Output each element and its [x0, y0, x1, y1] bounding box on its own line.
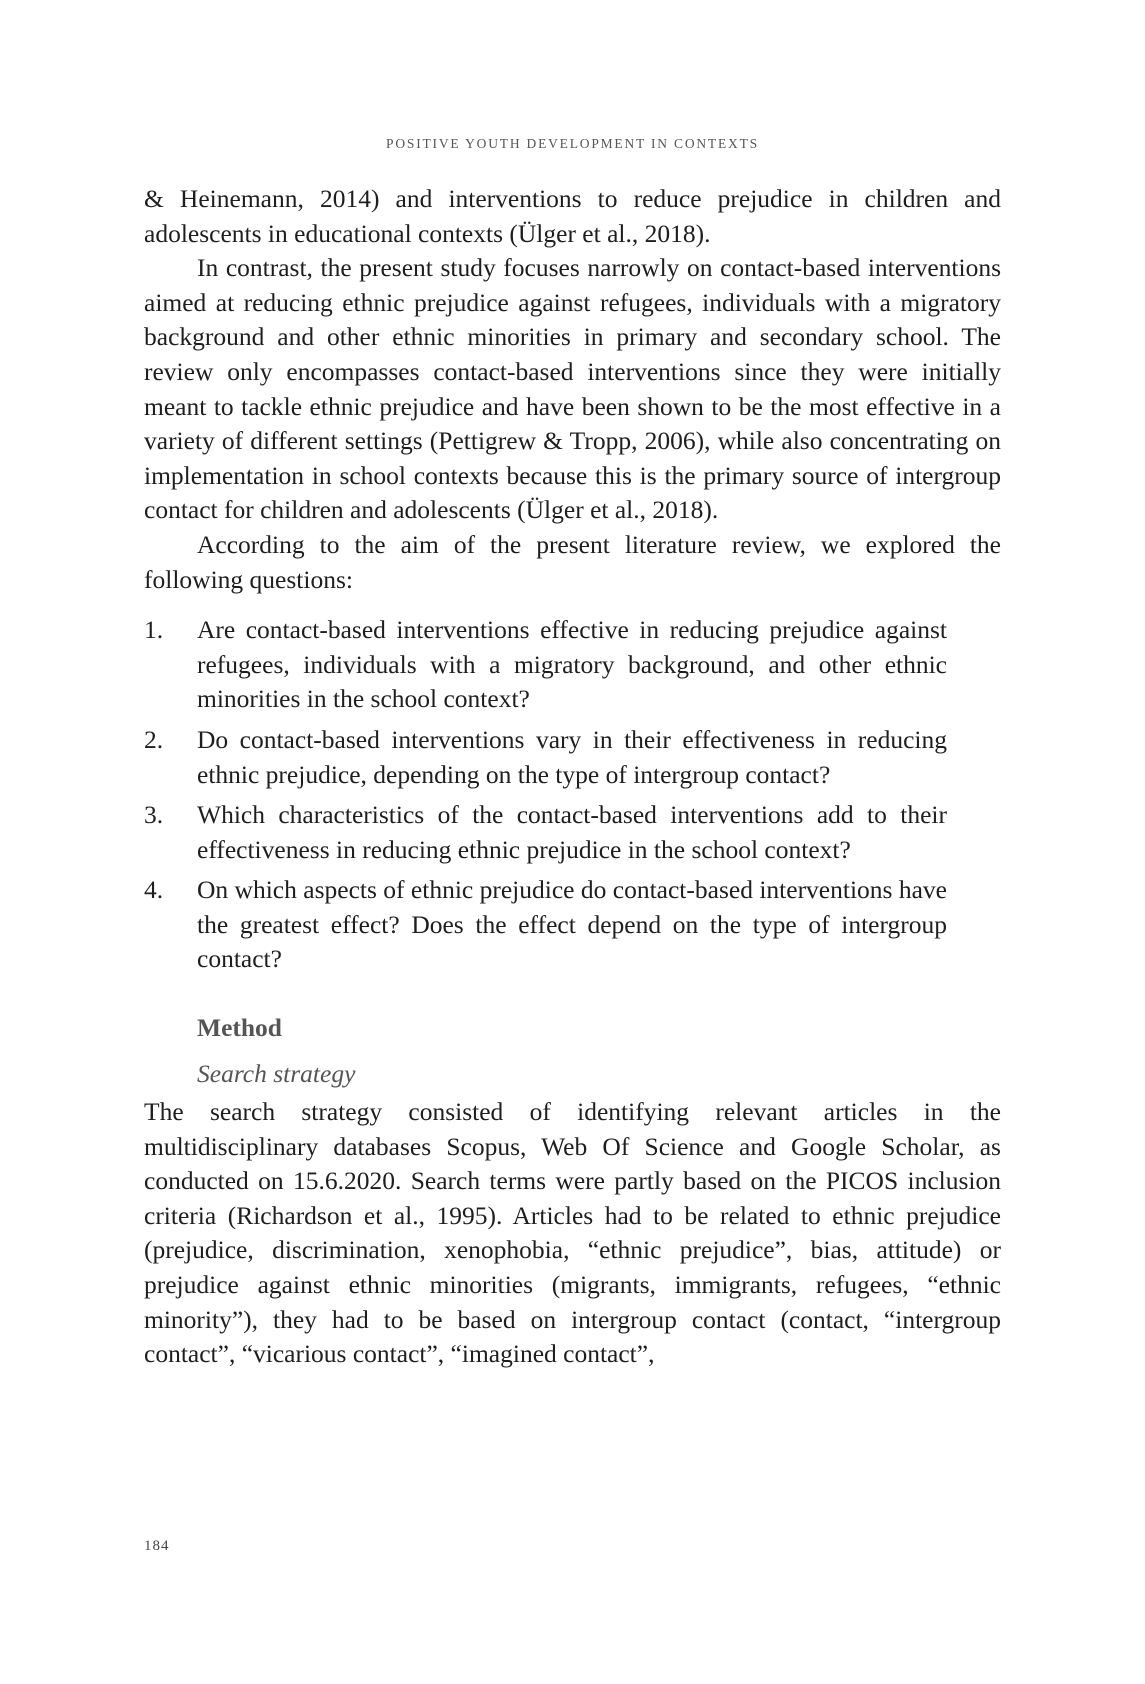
- question-text: Are contact-based interventions effective in reducing prejudice against refugees, individuals with a migratory background, and other ethnic minorities in the school context?: [197, 615, 947, 714]
- research-question-1: [144, 613, 1001, 717]
- question-text: On which aspects of ethnic prejudice do contact-based interventions have the greatest effect? Does the effect depend on the type of intergroup contact?: [197, 875, 947, 974]
- research-question-3: [144, 798, 1001, 867]
- research-question-4: [144, 873, 1001, 977]
- paragraph-4: The search strategy consisted of identifying relevant articles in the multidisciplinary databases Scopus, Web Of Science and Google Scholar, as conducted on 15.6.2020. Search terms were partly based on the PICOS inclusion criteria (Richardson et al., 1995). Articles had to be related to ethnic prejudice (prejudice, discrimination, xenophobia, “ethnic prejudice”, bias, attitude) or prejudice against ethnic minorities (migrants, immigrants, refugees, “ethnic minority”), they had to be based on intergroup contact (contact, “intergroup contact”, “vicarious contact”, “imagined contact”,: [144, 1097, 1001, 1369]
- research-question-2: [144, 723, 1001, 792]
- question-number: 3.: [144, 800, 164, 830]
- paragraph-2: In contrast, the present study focuses narrowly on contact-based interventions aimed at reducing ethnic prejudice against refugees, individuals with a migratory background and other ethnic minorities in primary and secondary school. The review only encompasses contact-based interventions since they were initially meant to tackle ethnic prejudice and have been shown to be the most effective in a variety of different settings (Pettigrew & Tropp, 2006), while also concentrating on implementation in school contexts because this is the primary source of intergroup contact for children and adolescents (Ülger et al., 2018).: [144, 253, 1001, 525]
- research-questions-list: [144, 613, 1001, 977]
- running-header: POSITIVE YOUTH DEVELOPMENT IN CONTEXTS: [386, 136, 759, 151]
- question-text: Do contact-based interventions vary in their effectiveness in reducing ethnic prejudice, depending on the type of intergroup contact?: [197, 724, 947, 789]
- question-text: Which characteristics of the contact-based interventions add to their effectiveness in reducing ethnic prejudice in the school context?: [197, 800, 947, 864]
- section-heading-method: Method: [197, 1013, 282, 1043]
- question-number: 2.: [144, 724, 164, 754]
- question-number: 4.: [144, 875, 164, 905]
- paragraph-3: According to the aim of the present literature review, we explored the following questions:: [144, 529, 1001, 594]
- paragraph-1: & Heinemann, 2014) and interventions to reduce prejudice in children and adolescents in educational contexts (Ülger et al., 2018).: [144, 184, 1001, 248]
- main-text: [144, 182, 1001, 1372]
- subsection-heading-search-strategy: Search strategy: [197, 1059, 356, 1089]
- question-number: 1.: [144, 615, 164, 645]
- page-number: 184: [144, 1538, 170, 1554]
